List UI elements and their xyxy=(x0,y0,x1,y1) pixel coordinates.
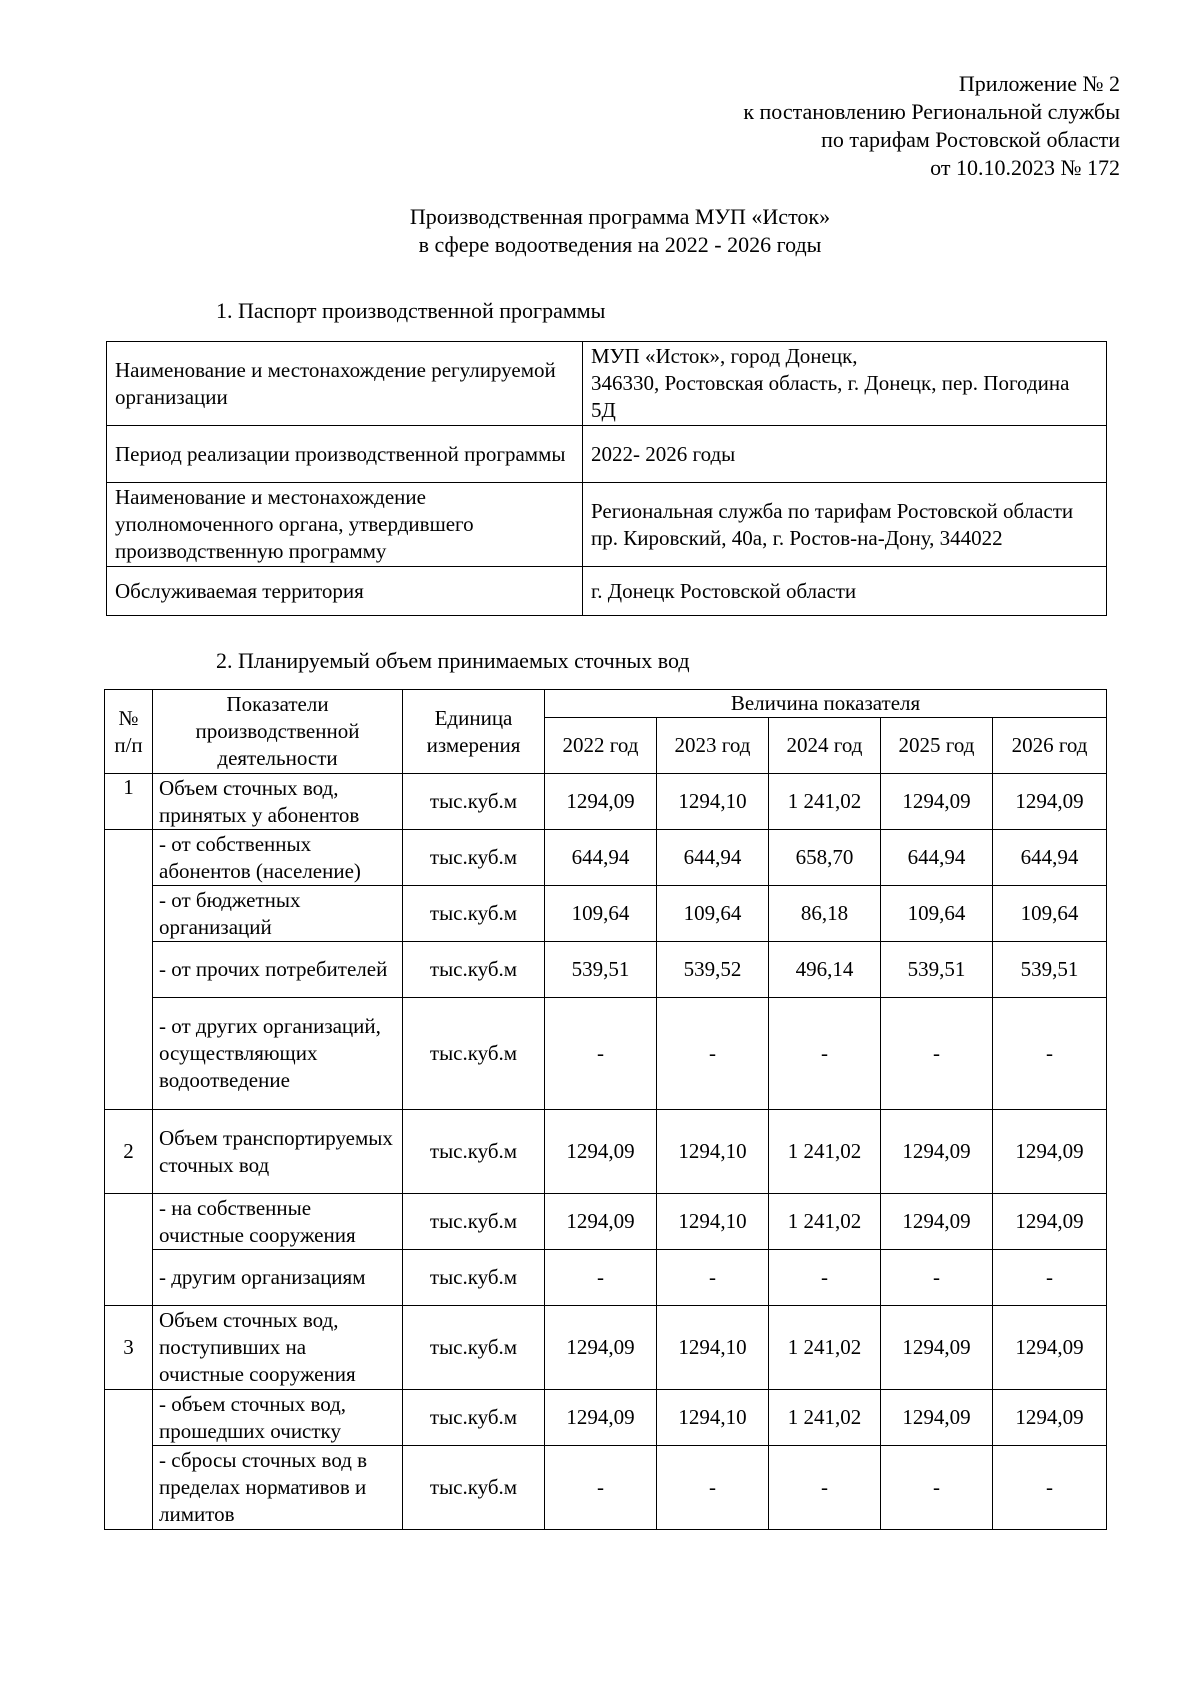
row-value: 1 241,02 xyxy=(769,1194,881,1250)
row-value: - xyxy=(881,1446,993,1530)
row-value: 1294,10 xyxy=(657,1194,769,1250)
row-value: - xyxy=(545,1446,657,1530)
appendix-line: от 10.10.2023 № 172 xyxy=(930,155,1120,180)
row-value: - xyxy=(545,998,657,1110)
row-value: - xyxy=(881,1250,993,1306)
row-value: 1294,10 xyxy=(657,774,769,830)
row-unit: тыс.куб.м xyxy=(403,1194,545,1250)
row-value: - xyxy=(545,1250,657,1306)
section2-heading: 2. Планируемый объем принимаемых сточных вод xyxy=(216,648,690,673)
row-value: 1294,09 xyxy=(881,1306,993,1390)
row-unit: тыс.куб.м xyxy=(403,774,545,830)
passport-value-line: пр. Кировский, 40а, г. Ростов-на-Дону, 344022 xyxy=(591,525,1003,550)
row-value: 1294,09 xyxy=(881,774,993,830)
passport-value xyxy=(583,426,1107,483)
row-value: 658,70 xyxy=(769,830,881,886)
header-year: 2024 год xyxy=(769,718,881,774)
row-value: 539,51 xyxy=(993,942,1107,998)
appendix-line: к постановлению Региональной службы xyxy=(743,99,1120,124)
passport-value xyxy=(583,567,1107,616)
passport-value-line: 346330, Ростовская область, г. Донецк, пер. Погодина 5Д xyxy=(591,371,1070,422)
passport-value-line: г. Донецк Ростовской области xyxy=(591,578,857,603)
header-num: № п/п xyxy=(105,690,153,774)
row-value: 1294,09 xyxy=(545,1110,657,1194)
row-value: 644,94 xyxy=(993,830,1107,886)
row-value: 1 241,02 xyxy=(769,1110,881,1194)
row-value: 1294,09 xyxy=(545,1194,657,1250)
document-title xyxy=(0,203,1200,259)
row-value: 1294,09 xyxy=(993,774,1107,830)
header-year: 2022 год xyxy=(545,718,657,774)
row-unit: тыс.куб.м xyxy=(403,942,545,998)
passport-value-line: 2022- 2026 годы xyxy=(591,441,736,466)
table-header-row xyxy=(105,690,1107,718)
row-value: 109,64 xyxy=(993,886,1107,942)
table-row xyxy=(105,886,1107,942)
row-value: 1 241,02 xyxy=(769,1306,881,1390)
table-row xyxy=(105,942,1107,998)
row-value: 109,64 xyxy=(545,886,657,942)
row-value: - xyxy=(881,998,993,1110)
row-value: 496,14 xyxy=(769,942,881,998)
title-line-1: Производственная программа МУП «Исток» xyxy=(409,204,831,229)
row-value: 109,64 xyxy=(881,886,993,942)
header-year: 2026 год xyxy=(993,718,1107,774)
row-value: 1294,09 xyxy=(545,1390,657,1446)
table-row xyxy=(105,1306,1107,1390)
table-row xyxy=(105,1250,1107,1306)
passport-value-line: МУП «Исток», город Донецк, xyxy=(591,344,858,368)
row-num: 2 xyxy=(105,1110,153,1194)
row-value: 1294,10 xyxy=(657,1306,769,1390)
header-year: 2023 год xyxy=(657,718,769,774)
title-line-2: в сфере водоотведения на 2022 - 2026 годы xyxy=(418,232,822,257)
row-value: - xyxy=(993,1250,1107,1306)
row-indicator: - сбросы сточных вод в пределах нормативов и лимитов xyxy=(153,1446,403,1530)
row-indicator: - от бюджетных организаций xyxy=(153,886,403,942)
passport-value-line: Региональная служба по тарифам Ростовской области xyxy=(591,498,1074,523)
row-value: - xyxy=(769,1446,881,1530)
table-row xyxy=(105,1446,1107,1530)
row-value: 1 241,02 xyxy=(769,1390,881,1446)
section1-heading: 1. Паспорт производственной программы xyxy=(216,298,606,323)
row-value: 644,94 xyxy=(657,830,769,886)
row-value: - xyxy=(769,1250,881,1306)
row-indicator: Объем сточных вод, принятых у абонентов xyxy=(153,774,403,830)
row-unit: тыс.куб.м xyxy=(403,1110,545,1194)
row-unit: тыс.куб.м xyxy=(403,830,545,886)
row-num: 3 xyxy=(105,1306,153,1390)
header-year: 2025 год xyxy=(881,718,993,774)
table-row xyxy=(105,1110,1107,1194)
row-value: 1294,09 xyxy=(881,1390,993,1446)
row-value: 1294,09 xyxy=(993,1194,1107,1250)
passport-row xyxy=(107,567,1107,616)
row-value: 644,94 xyxy=(545,830,657,886)
row-indicator: Объем транспортируемых сточных вод xyxy=(153,1110,403,1194)
appendix-line: по тарифам Ростовской области xyxy=(821,127,1120,152)
row-num: 1 xyxy=(105,774,153,830)
passport-label: Обслуживаемая территория xyxy=(107,567,583,616)
row-value: 539,51 xyxy=(545,942,657,998)
table-row xyxy=(105,1390,1107,1446)
row-value: 1294,09 xyxy=(545,774,657,830)
row-value: 1294,09 xyxy=(993,1110,1107,1194)
passport-value xyxy=(583,483,1107,567)
passport-row xyxy=(107,483,1107,567)
row-value: 1 241,02 xyxy=(769,774,881,830)
row-indicator: - на собственные очистные сооружения xyxy=(153,1194,403,1250)
header-indicator: Показатели производственной деятельности xyxy=(153,690,403,774)
row-value: - xyxy=(993,998,1107,1110)
row-value: - xyxy=(993,1446,1107,1530)
passport-row xyxy=(107,426,1107,483)
row-value: - xyxy=(657,998,769,1110)
row-unit: тыс.куб.м xyxy=(403,1390,545,1446)
row-value: 1294,09 xyxy=(545,1306,657,1390)
row-indicator: - от собственных абонентов (население) xyxy=(153,830,403,886)
row-unit: тыс.куб.м xyxy=(403,1446,545,1530)
table-row xyxy=(105,774,1107,830)
row-unit: тыс.куб.м xyxy=(403,998,545,1110)
row-value: 1294,09 xyxy=(881,1110,993,1194)
header-unit: Единица измерения xyxy=(403,690,545,774)
passport-row xyxy=(107,342,1107,426)
row-indicator: Объем сточных вод, поступивших на очистные сооружения xyxy=(153,1306,403,1390)
row-unit: тыс.куб.м xyxy=(403,1250,545,1306)
row-indicator: - от других организаций, осуществляющих водоотведение xyxy=(153,998,403,1110)
passport-label: Наименование и местонахождение уполномоченного органа, утвердившего производственную программу xyxy=(107,483,583,567)
table-row xyxy=(105,1194,1107,1250)
appendix-line: Приложение № 2 xyxy=(958,71,1120,96)
passport-value xyxy=(583,342,1107,426)
row-value: 1294,09 xyxy=(881,1194,993,1250)
passport-label: Период реализации производственной программы xyxy=(107,426,583,483)
row-value: 1294,10 xyxy=(657,1390,769,1446)
row-value: - xyxy=(657,1250,769,1306)
appendix-header xyxy=(743,70,1120,182)
row-num xyxy=(105,1390,153,1530)
header-value-group: Величина показателя xyxy=(545,690,1107,718)
row-indicator: - объем сточных вод, прошедших очистку xyxy=(153,1390,403,1446)
row-value: 109,64 xyxy=(657,886,769,942)
passport-label: Наименование и местонахождение регулируемой организации xyxy=(107,342,583,426)
row-value: - xyxy=(657,1446,769,1530)
row-indicator: - от прочих потребителей xyxy=(153,942,403,998)
row-value: - xyxy=(769,998,881,1110)
row-num xyxy=(105,830,153,1110)
row-value: 1294,10 xyxy=(657,1110,769,1194)
row-value: 1294,09 xyxy=(993,1390,1107,1446)
row-unit: тыс.куб.м xyxy=(403,886,545,942)
row-indicator: - другим организациям xyxy=(153,1250,403,1306)
row-value: 539,51 xyxy=(881,942,993,998)
volume-table xyxy=(104,689,1107,1530)
row-unit: тыс.куб.м xyxy=(403,1306,545,1390)
row-num xyxy=(105,1194,153,1306)
row-value: 86,18 xyxy=(769,886,881,942)
row-value: 644,94 xyxy=(881,830,993,886)
table-row xyxy=(105,998,1107,1110)
row-value: 539,52 xyxy=(657,942,769,998)
table-row xyxy=(105,830,1107,886)
passport-table xyxy=(106,341,1107,616)
row-value: 1294,09 xyxy=(993,1306,1107,1390)
